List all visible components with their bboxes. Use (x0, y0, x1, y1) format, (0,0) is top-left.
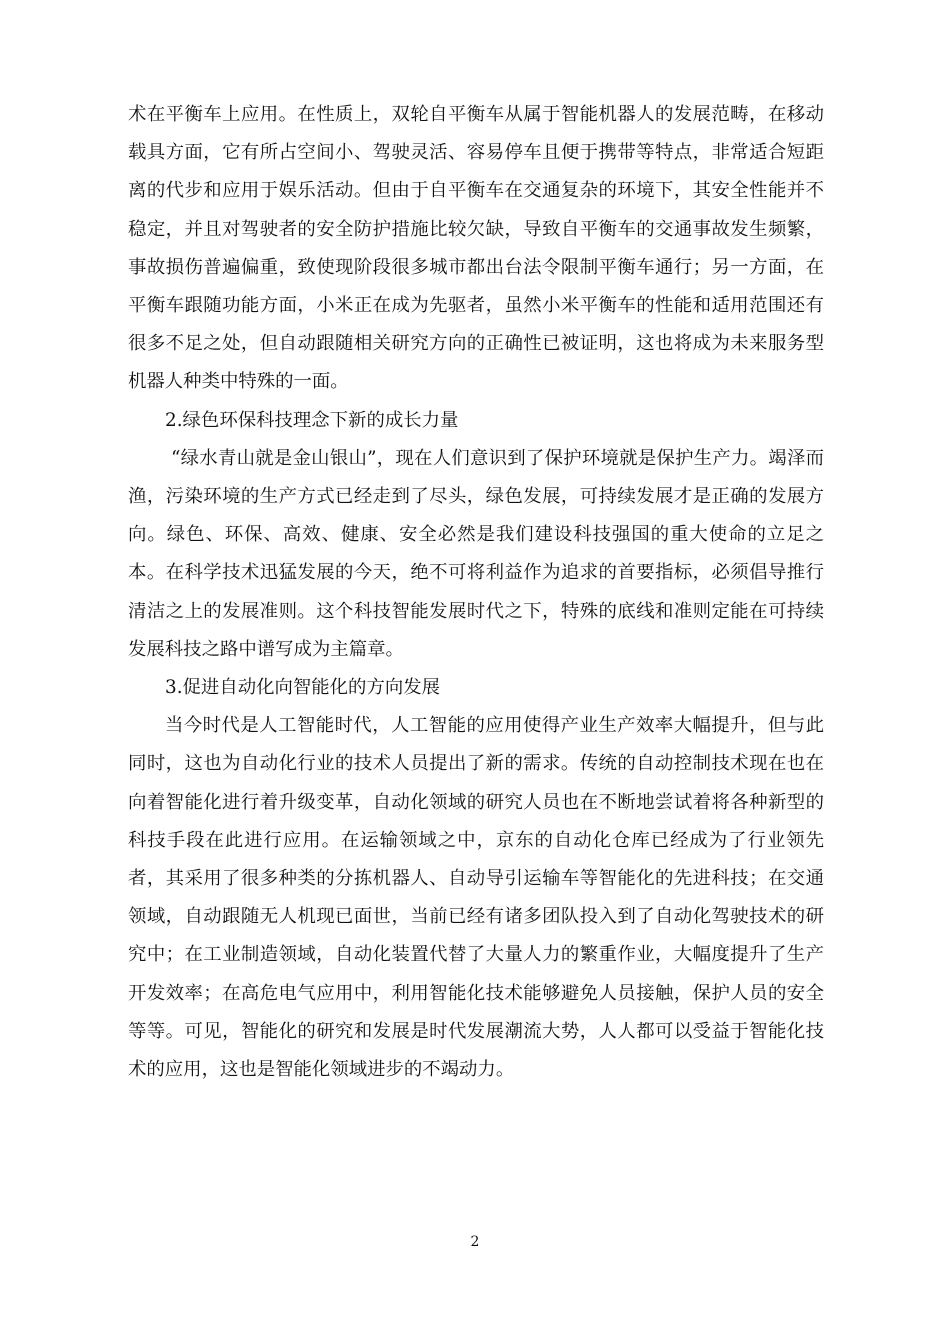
document-body (128, 96, 824, 1089)
paragraph-balance-car: 术在平衡车上应用。在性质上，双轮自平衡车从属于智能机器人的发展范畴，在移动载具方面，它有所占空间小、驾驶灵活、容易停车且便于携带等特点，非常适合短距离的代步和应用于娱乐活动。但由于自平衡车在交通复杂的环境下，其安全性能并不稳定，并且对驾驶者的安全防护措施比较欠缺，导致自平衡车的交通事故发生频繁，事故损伤普遍偏重，致使现阶段很多城市都出台法令限制平衡车通行；另一方面，在平衡车跟随功能方面，小米正在成为先驱者，虽然小米平衡车的性能和适用范围还有很多不足之处，但自动跟随相关研究方向的正确性已被证明，这也将成为未来服务型机器人种类中特殊的一面。 (128, 104, 824, 393)
page-number: 2 (470, 1234, 480, 1250)
paragraph-intelligent-automation: 当今时代是人工智能时代，人工智能的应用使得产业生产效率大幅提升，但与此同时，这也为自动化行业的技术人员提出了新的需求。传统的自动控制技术现在也在向着智能化进行着升级变革，自动化领域的研究人员也在不断地尝试着将各种新型的科技手段在此进行应用。在运输领域之中，京东的自动化仓库已经成为了行业领先者，其采用了很多种类的分拣机器人、自动导引运输车等智能化的先进科技；在交通领域，自动跟随无人机现已面世，当前已经有诸多团队投入到了自动化驾驶技术的研究中；在工业制造领域，自动化装置代替了大量人力的繁重作业，大幅度提升了生产开发效率；在高危电气应用中，利用智能化技术能够避免人员接触，保护人员的安全等等。可见，智能化的研究和发展是时代发展潮流大势，人人都可以受益于智能化技术的应用，这也是智能化领域进步的不竭动力。 (128, 715, 824, 1081)
paragraph-green-development: “绿水青山就是金山银山”，现在人们意识到了保护环境就是保护生产力。竭泽而渔，污染环境的生产方式已经走到了尽头，绿色发展，可持续发展才是正确的发展方向。绿色、环保、高效、健康、安全必然是我们建设科技强国的重大使命的立足之本。在科学技术迅猛发展的今天，绝不可将利益作为追求的首要指标，必须倡导推行清洁之上的发展准则。这个科技智能发展时代之下，特殊的底线和准则定能在可持续发展科技之路中谱写成为主篇章。 (128, 447, 824, 660)
section-heading-green-tech: 2.绿色环保科技理念下新的成长力量 (165, 409, 459, 431)
section-heading-automation: 3.促进自动化向智能化的方向发展 (165, 677, 441, 699)
